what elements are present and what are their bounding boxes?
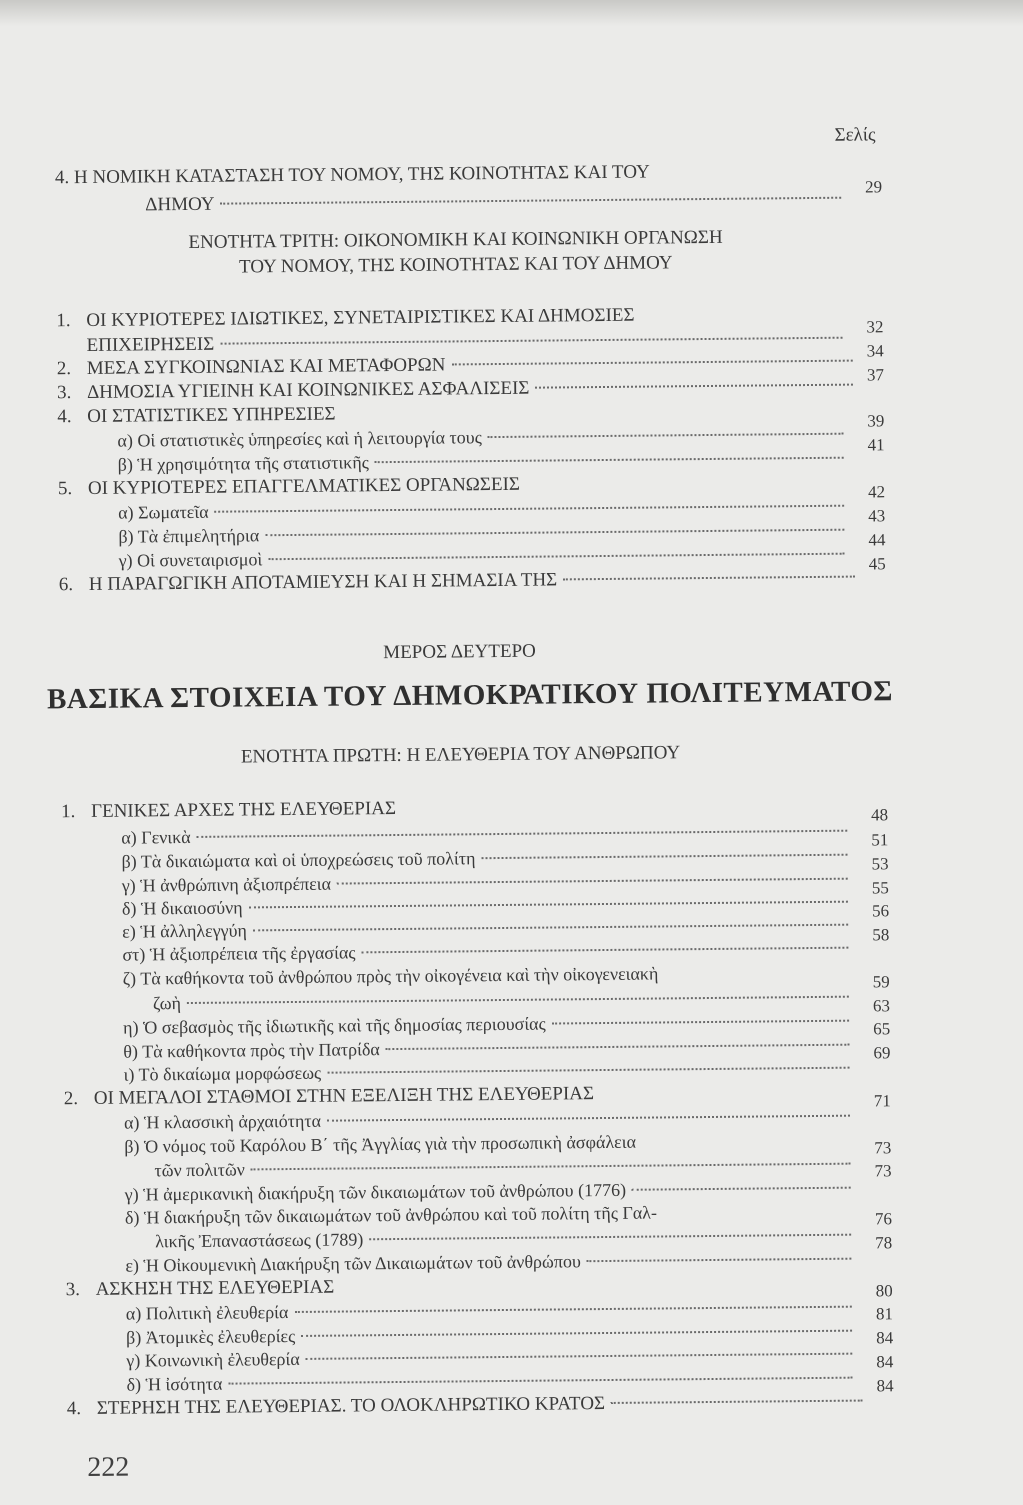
toc-entry-text: στ) Ἡ ἀξιοπρέπεια τῆς ἐργασίας bbox=[122, 942, 356, 965]
page-number: 53 bbox=[871, 854, 889, 874]
dot-leader bbox=[337, 878, 848, 885]
toc-entry-text: α) Σωματεῖα bbox=[118, 501, 209, 523]
toc-entry-text: γ) Οἱ συνεταιρισμοὶ bbox=[118, 549, 263, 571]
toc-entry-text: ΑΣΚΗΣΗ ΤΗΣ ΕΛΕΥΘΕΡΙΑΣ bbox=[95, 1276, 335, 1300]
dot-leader bbox=[488, 433, 844, 438]
toc-entry-text: ΟΙ ΣΤΑΤΙΣΤΙΚΕΣ ΥΠΗΡΕΣΙΕΣ bbox=[87, 403, 336, 427]
toc-entry-text: 4. Η ΝΟΜΙΚΗ ΚΑΤΑΣΤΑΣΗ ΤΟΥ ΝΟΜΟΥ, ΤΗΣ ΚΟΙΝΟΤΗΤΑΣ ΚΑΙ ΤΟΥ bbox=[54, 161, 650, 189]
page-column-label: Σελίς bbox=[834, 124, 876, 146]
page-number: 34 bbox=[866, 341, 884, 361]
toc-entry-text: ΔΗΜΟΣΙΑ ΥΓΙΕΙΝΗ ΚΑΙ ΚΟΙΝΩΝΙΚΕΣ ΑΣΦΑΛΙΣΕΙΣ bbox=[86, 377, 530, 403]
toc-entry-text: α) Οἱ στατιστικὲς ὑπηρεσίες καὶ ἡ λειτουργία τους bbox=[117, 427, 482, 451]
part-title: ΒΑΣΙΚΑ ΣΤΟΙΧΕΙΑ ΤΟΥ ΔΗΜΟΚΡΑΤΙΚΟΥ ΠΟΛΙΤΕΥΜΑΤΟΣ bbox=[46, 675, 894, 716]
dot-leader bbox=[249, 901, 848, 909]
page-number: 44 bbox=[868, 530, 886, 550]
entry-number: 2. bbox=[56, 358, 72, 380]
page-number: 29 bbox=[865, 177, 883, 197]
dot-leader bbox=[451, 360, 852, 366]
entry-number: 4. bbox=[66, 1398, 82, 1420]
dot-leader bbox=[375, 457, 844, 464]
page-number: 84 bbox=[876, 1352, 894, 1372]
unit1-heading: ΕΝΟΤΗΤΑ ΠΡΩΤΗ: Η ΕΛΕΥΘΕΡΙΑ ΤΟΥ ΑΝΘΡΩΠΟΥ bbox=[240, 742, 681, 768]
toc-entry-text: ΔΗΜΟΥ bbox=[145, 193, 215, 216]
dot-leader bbox=[563, 576, 855, 581]
toc-entry-text: ΟΙ ΚΥΡΙΟΤΕΡΕΣ ΙΔΙΩΤΙΚΕΣ, ΣΥΝΕΤΑΙΡΙΣΤΙΚΕΣ ΚΑΙ ΔΗΜΟΣΙΕΣ bbox=[86, 304, 635, 331]
page-number: 39 bbox=[867, 411, 885, 431]
toc-entry-text: ε) Ἡ Οἰκουμενικὴ Διακήρυξη τῶν Δικαιωμάτων τοῦ ἀνθρώπου bbox=[125, 1251, 581, 1276]
toc-entry-text: ΓΕΝΙΚΕΣ ΑΡΧΕΣ ΤΗΣ ΕΛΕΥΘΕΡΙΑΣ bbox=[90, 798, 397, 822]
toc-entry-text: ΣΤΕΡΗΣΗ ΤΗΣ ΕΛΕΥΘΕΡΙΑΣ. ΤΟ ΟΛΟΚΛΗΡΩΤΙΚΟ ΚΡΑΤΟΣ bbox=[96, 1393, 606, 1419]
unit3-heading-line2: ΤΟΥ ΝΟΜΟΥ, ΤΗΣ ΚΟΙΝΟΤΗΤΑΣ ΚΑΙ ΤΟΥ ΔΗΜΟΥ bbox=[238, 252, 673, 278]
page-number: 42 bbox=[867, 482, 886, 502]
page-number: 41 bbox=[867, 435, 885, 455]
page-number: 45 bbox=[868, 554, 886, 574]
entry-number: 5. bbox=[57, 478, 73, 500]
page-number: 73 bbox=[874, 1161, 892, 1181]
page-number: 58 bbox=[872, 925, 890, 945]
toc-entry-section4-cont bbox=[145, 187, 845, 218]
toc-entry-text: δ) Ἡ διακήρυξη τῶν δικαιωμάτων τοῦ ἀνθρώπου καὶ τοῦ πολίτη τῆς Γαλ- bbox=[124, 1202, 658, 1228]
dot-leader bbox=[228, 1377, 852, 1385]
folio-page-number: 222 bbox=[87, 1451, 130, 1483]
toc-entry-text: η) Ὁ σεβασμὸς τῆς ἰδιωτικῆς καὶ τῆς δημοσίας περιουσίας bbox=[123, 1013, 546, 1038]
entry-number: 2. bbox=[63, 1088, 79, 1110]
toc-entry-text: β) Ἀτομικὲς ἐλευθερίες bbox=[126, 1325, 296, 1348]
dot-leader bbox=[294, 1306, 851, 1313]
page-number: 63 bbox=[872, 996, 891, 1016]
dot-leader bbox=[632, 1187, 851, 1191]
toc-entry-text: ε) Ἡ ἀλληλεγγύη bbox=[122, 920, 247, 942]
entry-number: 3. bbox=[65, 1279, 80, 1301]
page-number: 59 bbox=[872, 972, 890, 992]
page-number: 48 bbox=[871, 805, 889, 825]
dot-leader bbox=[215, 505, 845, 513]
dot-leader bbox=[481, 854, 847, 860]
toc-entry-text: λικῆς Ἐπαναστάσεως (1789) bbox=[155, 1229, 364, 1252]
toc-entry-text: β) Ὁ νόμος τοῦ Καρόλου Β΄ τῆς Ἀγγλίας γιὰ τὴν προσωπικὴ ἀσφάλεια bbox=[124, 1131, 637, 1157]
toc-entry-text: τῶν πολιτῶν bbox=[154, 1159, 245, 1181]
toc-entry-text: β) Τὰ ἐπιμελητήρια bbox=[118, 525, 260, 547]
dot-leader bbox=[369, 1234, 851, 1241]
page-number: 73 bbox=[874, 1138, 892, 1158]
dot-leader bbox=[220, 337, 842, 345]
page-number: 81 bbox=[875, 1304, 894, 1324]
toc-entry-text: β) Τὰ δικαιώματα καὶ οἱ ὑποχρεώσεις τοῦ πολίτη bbox=[121, 848, 476, 872]
toc-entry-text: δ) Ἡ ἰσότητα bbox=[126, 1373, 223, 1395]
dot-leader bbox=[361, 947, 848, 954]
page-number: 43 bbox=[868, 506, 886, 526]
toc-entry-text: α) Ἡ κλασσικὴ ἀρχαιότητα bbox=[123, 1110, 322, 1133]
toc-entry-text: ΟΙ ΚΥΡΙΟΤΕΡΕΣ ΕΠΑΓΓΕΛΜΑΤΙΚΕΣ ΟΡΓΑΝΩΣΕΙΣ bbox=[87, 473, 521, 499]
dot-leader bbox=[611, 1400, 863, 1404]
entry-number: 6. bbox=[58, 574, 74, 596]
dot-leader bbox=[265, 529, 844, 537]
toc-entry-text: γ) Ἡ ἀνθρώπινη ἀξιοπρέπεια bbox=[121, 873, 332, 896]
entry-number: 1. bbox=[60, 801, 76, 823]
toc-entry-text: γ) Ἡ ἀμερικανικὴ διακήρυξη τῶν δικαιωμάτων τοῦ ἀνθρώπου (1776) bbox=[124, 1179, 627, 1205]
page-number: 84 bbox=[876, 1328, 894, 1348]
entry-number: 1. bbox=[56, 310, 71, 332]
toc-entry-text: α) Γενικὰ bbox=[121, 826, 191, 848]
dot-leader bbox=[587, 1258, 852, 1263]
page-number: 84 bbox=[876, 1376, 894, 1396]
page-number: 78 bbox=[875, 1233, 893, 1253]
toc-entry-text: δ) Ἡ δικαιοσύνη bbox=[121, 897, 243, 919]
dot-leader bbox=[327, 1115, 850, 1122]
dot-leader bbox=[306, 1353, 853, 1360]
dot-leader bbox=[187, 996, 849, 1004]
toc-entry-text: β) Ἡ χρησιμότητα τῆς στατιστικῆς bbox=[117, 452, 369, 475]
toc-entry-text: Η ΠΑΡΑΓΩΓΙΚΗ ΑΠΟΤΑΜΙΕΥΣΗ ΚΑΙ Η ΣΗΜΑΣΙΑ ΤΗΣ bbox=[88, 569, 558, 595]
toc-entry-text: ΜΕΣΑ ΣΥΓΚΟΙΝΩΝΙΑΣ ΚΑΙ ΜΕΤΑΦΟΡΩΝ bbox=[86, 354, 446, 379]
toc-entry-text: α) Πολιτικὴ ἐλευθερία bbox=[125, 1302, 289, 1324]
toc-entry-text: θ) Τὰ καθήκοντα πρὸς τὴν Πατρίδα bbox=[123, 1039, 380, 1062]
toc-entry-text: γ) Κοινωνικὴ ἐλευθερία bbox=[126, 1348, 300, 1371]
entry-number: 3. bbox=[56, 382, 72, 404]
page-number: 69 bbox=[873, 1043, 891, 1063]
dot-leader bbox=[253, 924, 848, 932]
page-number: 37 bbox=[866, 365, 884, 385]
toc-entry-section4 bbox=[55, 159, 855, 191]
entry-number: 4. bbox=[57, 406, 72, 428]
page-number: 65 bbox=[873, 1019, 891, 1039]
unit3-heading-line1: ΕΝΟΤΗΤΑ ΤΡΙΤΗ: ΟΙΚΟΝΟΜΙΚΗ ΚΑΙ ΚΟΙΝΩΝΙΚΗ ΟΡΓΑΝΩΣΗ bbox=[188, 226, 723, 253]
page-number: 80 bbox=[875, 1281, 893, 1301]
dot-leader bbox=[221, 197, 842, 205]
dot-leader bbox=[552, 1020, 849, 1025]
part-label: ΜΕΡΟΣ ΔΕΥΤΕΡΟ bbox=[383, 640, 536, 664]
dot-leader bbox=[327, 1067, 849, 1074]
page-number: 32 bbox=[866, 317, 884, 337]
toc-entry-text: ΕΠΙΧΕΙΡΗΣΕΙΣ bbox=[86, 333, 215, 356]
page-number: 56 bbox=[871, 901, 890, 921]
page-number: 55 bbox=[871, 878, 889, 898]
dot-leader bbox=[301, 1330, 852, 1337]
dot-leader bbox=[197, 830, 848, 838]
dot-leader bbox=[535, 384, 853, 389]
page-number: 71 bbox=[873, 1091, 891, 1111]
toc-entry-text: ΟΙ ΜΕΓΑΛΟΙ ΣΤΑΘΜΟΙ ΣΤΗΝ ΕΞΕΛΙΞΗ ΤΗΣ ΕΛΕΥΘΕΡΙΑΣ bbox=[93, 1083, 595, 1109]
dot-leader bbox=[386, 1044, 850, 1050]
dot-leader bbox=[251, 1163, 851, 1171]
page-number: 76 bbox=[874, 1209, 893, 1229]
toc-entry-text: ι) Τὸ δικαίωμα μορφώσεως bbox=[123, 1062, 322, 1085]
dot-leader bbox=[268, 553, 844, 561]
toc-entry-text: ζ) Τὰ καθήκοντα τοῦ ἀνθρώπου πρὸς τὴν οἰκογένεια καὶ τὴν οἰκογενειακὴ bbox=[122, 963, 659, 989]
toc-entry-text: ζωὴ bbox=[152, 993, 182, 1014]
page-number: 51 bbox=[871, 830, 889, 850]
